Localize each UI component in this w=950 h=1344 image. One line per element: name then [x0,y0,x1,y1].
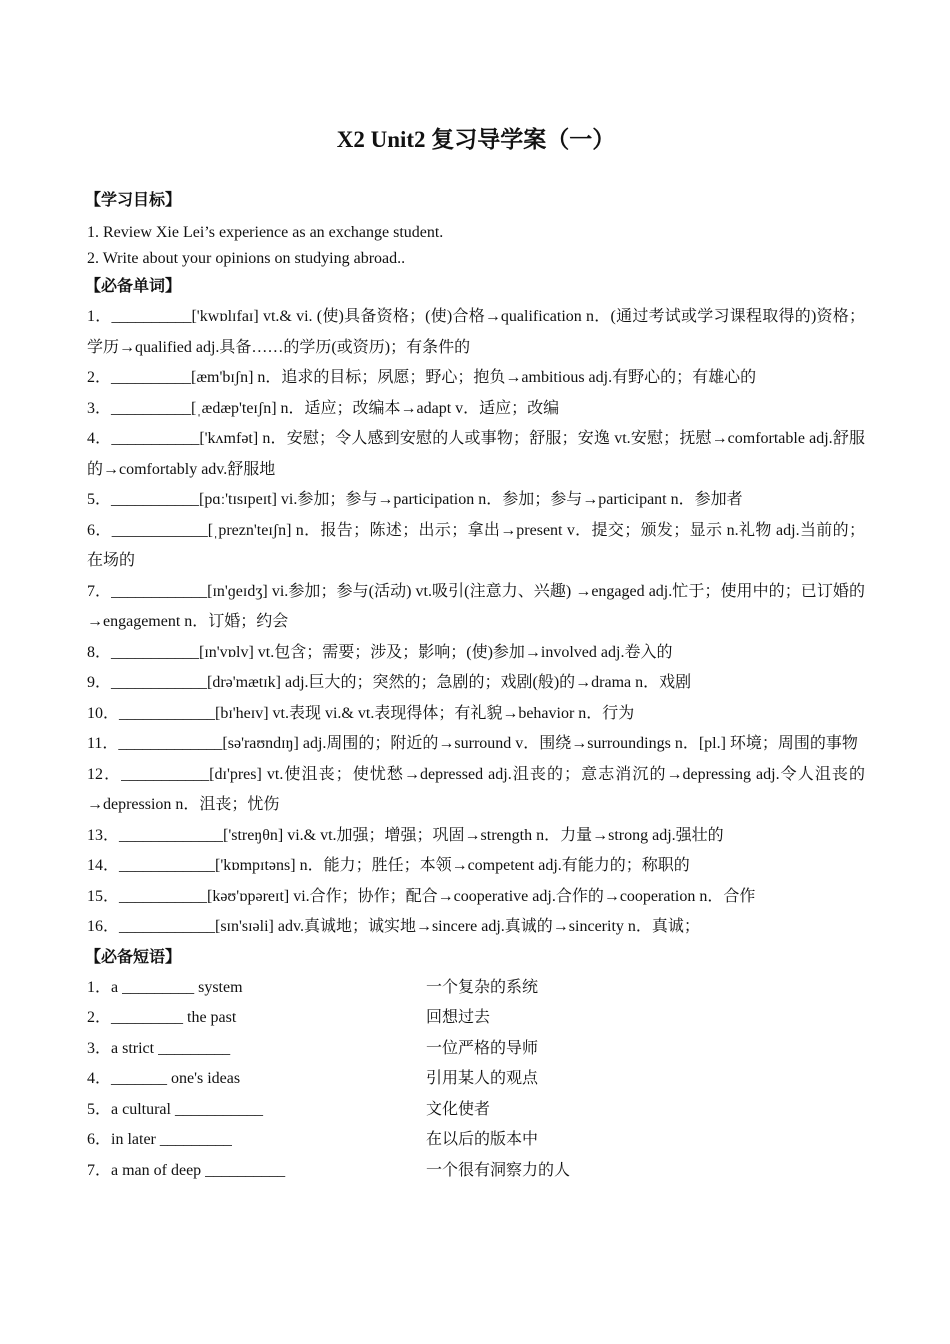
word-entry: 1．__________['kwɒlɪfaɪ] vt.& vi. (使)具备资格；(使)合格→qualification n．(通过考试或学习课程取得的)资格；学历→qualified adj.具备……的学历(或资历)；有条件的 [87,308,865,356]
phrase-chinese: 一个很有洞察力的人 [426,1162,571,1180]
phrase-row [87,1095,865,1126]
word-entry: 12．___________[dɪ'pres] vt.使沮丧；使忧愁→depressed adj.沮丧的；意志消沉的→depressing adj.令人沮丧的→depression n．沮丧；忧伤 [87,765,865,813]
phrase-english: 5．a cultural ___________ [87,1100,263,1118]
phrase-english: 6．in later _________ [87,1131,232,1149]
word-entry: 14．____________['kɒmpɪtəns] n．能力；胜任；本领→competent adj.有能力的；称职的 [87,857,690,874]
phrase-english: 1．a _________ system [87,978,243,996]
phrase-row [87,1003,865,1034]
word-entry: 11．_____________[sə'raʊndɪŋ] adj.周围的；附近的→surround v．围绕→surroundings n．[pl.] 环境；周围的事物 [87,735,858,752]
phrase-english: 3．a strict _________ [87,1039,231,1057]
word-entry: 6．____________[ˌprezn'teɪʃn] n．报告；陈述；出示；拿出→present v．提交；颁发；显示 n.礼物 adj.当前的；在场的 [87,521,865,569]
word-entry: 5．___________[pɑː'tɪsɪpeɪt] vi.参加；参与→participation n．参加；参与→participant n．参加者 [87,491,743,508]
objective-item: 2. Write about your opinions on studying abroad.. [87,250,406,267]
word-entry: 9．____________[drə'mætɪk] adj.巨大的；突然的；急剧的；戏剧(般)的→drama n．戏剧 [87,674,692,691]
word-entry: 13．_____________['streŋθn] vi.& vt.加强；增强；巩固→strength n．力量→strong adj.强壮的 [87,826,724,844]
page-title: X2 Unit2 复习导学案（一） [336,127,616,152]
word-entry: 2．__________[æm'bɪʃn] n．追求的目标；夙愿；野心；抱负→ambitious adj.有野心的；有雄心的 [87,369,757,386]
phrase-english: 2．_________ the past [87,1009,237,1027]
word-entry: 10．____________[bɪ'heɪv] vt.表现 vi.& vt.表现得体；有礼貌→behavior n．行为 [87,704,635,722]
word-entry: 7．____________[ɪn'ɡeɪdʒ] vi.参加；参与(活动) vt.吸引(注意力、兴趣) →engaged adj.忙于；使用中的；已订婚的→engagement n．订婚；约会 [87,582,865,630]
phrase-chinese: 文化使者 [426,1100,491,1118]
phrase-row [87,973,865,1004]
phrase-english: 7．a man of deep __________ [87,1162,286,1180]
document-content [87,122,865,1187]
phrases-list [87,973,865,1187]
objectives-heading: 【学习目标】 [85,192,182,209]
phrase-row [87,1125,865,1156]
word-entry: 4．___________['kʌmfət] n．安慰；令人感到安慰的人或事物；舒服；安逸 vt.安慰；抚慰→comfortable adj.舒服的→comfortably adv.舒服地 [87,430,865,478]
phrase-chinese: 在以后的版本中 [426,1131,539,1149]
phrase-row [87,1064,865,1095]
phrase-english: 4．_______ one's ideas [87,1070,241,1088]
words-list [87,302,865,943]
word-entry: 3．__________[ˌædæp'teɪʃn] n．适应；改编本→adapt v．适应；改编 [87,399,560,417]
words-heading: 【必备单词】 [85,278,182,295]
word-entry: 8．___________[ɪn'vɒlv] vt.包含；需要；涉及；影响；(使)参加→involved adj.卷入的 [87,643,673,661]
phrases-heading: 【必备短语】 [85,948,182,966]
phrase-row [87,1034,865,1065]
objective-item: 1. Review Xie Lei’s experience as an exchange student. [87,224,444,241]
phrase-chinese: 一个复杂的系统 [426,978,539,996]
phrase-chinese: 回想过去 [426,1009,491,1027]
word-entry: 15．___________[kəʊ'ɒpəreɪt] vi.合作；协作；配合→cooperative adj.合作的→cooperation n．合作 [87,887,756,905]
phrase-chinese: 引用某人的观点 [426,1070,539,1088]
phrase-row [87,1156,865,1187]
phrase-chinese: 一位严格的导师 [426,1039,539,1057]
word-entry: 16．____________[sɪn'sɪəli] adv.真诚地；诚实地→sincere adj.真诚的→sincerity n．真诚； [87,918,700,935]
